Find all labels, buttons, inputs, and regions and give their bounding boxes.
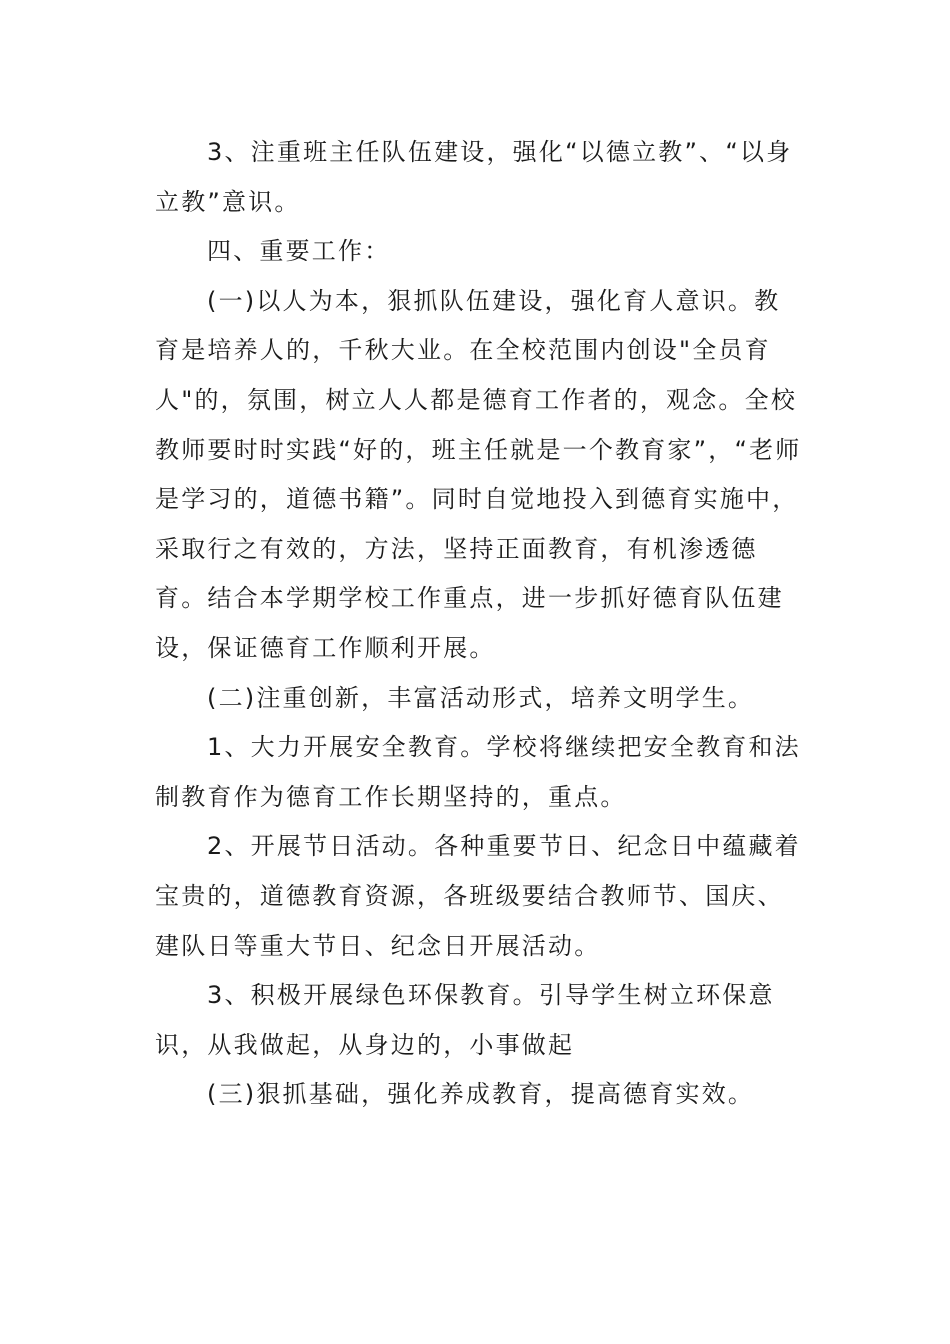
document-body (155, 128, 805, 1120)
paragraph-innovation: (二)注重创新，丰富活动形式，培养文明学生。 (207, 683, 755, 712)
paragraph-basic-habits: (三)狠抓基础，强化养成教育，提高德育实效。 (207, 1080, 755, 1109)
paragraph-festival-activities: 2、开展节日活动。各种重要节日、纪念日中蕴藏着宝贵的，道德教育资源，各班级要结合教师节、国庆、建队日等重大节日、纪念日开展活动。 (155, 832, 801, 960)
paragraph-environmental-education: 3、积极开展绿色环保教育。引导学生树立环保意识，从我做起，从身边的，小事做起 (155, 981, 775, 1059)
paragraph-team-building: 3、注重班主任队伍建设，强化“以德立教”、“以身立教”意识。 (155, 138, 793, 216)
section-heading-key-work: 四、重要工作： (207, 237, 391, 266)
paragraph-people-oriented: (一)以人为本，狠抓队伍建设，强化育人意识。教育是培养人的，千秋大业。在全校范围内创设"全员育人"的，氛围，树立人人都是德育工作者的，观念。全校教师要时时实践“好的，班主任就是一个教育家”，“老师是学习的，道德书籍”。同时自觉地投入到德育实施中，采取行之有效的，方法，坚持正面教育，有机渗透德育。结合本学期学校工作重点，进一步抓好德育队伍建设，保证德育工作顺利开展。 (155, 286, 802, 662)
paragraph-safety-education: 1、大力开展安全教育。学校将继续把安全教育和法制教育作为德育工作长期坚持的，重点。 (155, 733, 801, 811)
